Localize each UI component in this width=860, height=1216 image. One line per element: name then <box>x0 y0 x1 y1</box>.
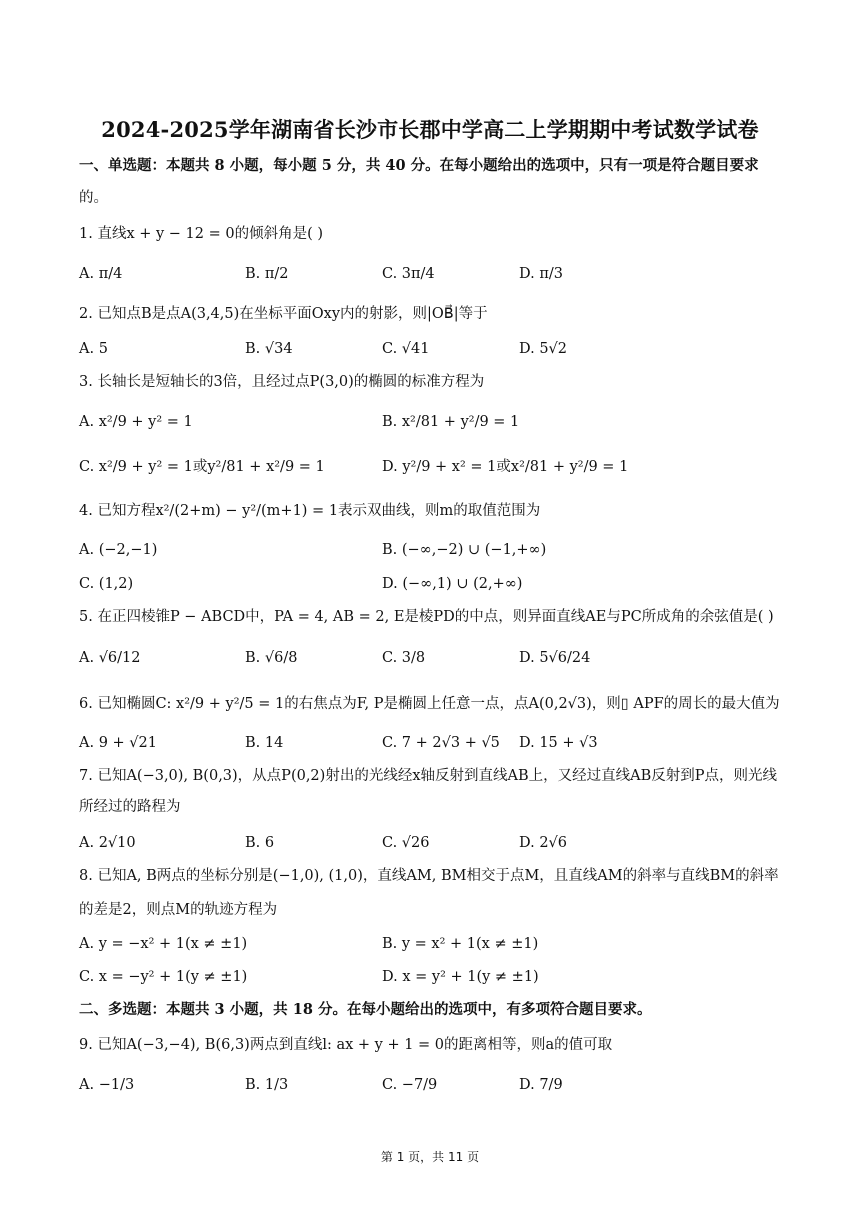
question-8-option-c: C. x = −y² + 1(y ≠ ±1) <box>79 969 248 985</box>
question-3-option-d: D. y²/9 + x² = 1或x²/81 + y²/9 = 1 <box>382 459 629 475</box>
section-heading-continuation: 的。 <box>79 190 108 206</box>
question-4-option-c: C. (1,2) <box>79 576 134 592</box>
question-4-stem: 4. 已知方程x²/(2+m) − y²/(m+1) = 1表示双曲线，则m的取值范围为 <box>79 503 541 519</box>
question-4-option-d: D. (−∞,1) ∪ (2,+∞) <box>382 576 523 592</box>
question-8-stem-continuation: 的差是2，则点M的轨迹方程为 <box>79 902 278 918</box>
question-3-stem: 3. 长轴长是短轴长的3倍，且经过点P(3,0)的椭圆的标准方程为 <box>79 374 485 390</box>
question-5-option-c: C. 3/8 <box>382 650 426 666</box>
question-3-option-b: B. x²/81 + y²/9 = 1 <box>382 414 520 430</box>
question-9-option-b: B. 1/3 <box>245 1077 289 1093</box>
question-7-stem: 7. 已知A(−3,0), B(0,3)，从点P(0,2)射出的光线经x轴反射到直线AB上，又经过直线AB反射到P点，则光线 <box>79 768 778 784</box>
question-2-stem: 2. 已知点B是点A(3,4,5)在坐标平面Oxy内的射影，则|OB⃗|等于 <box>79 306 488 322</box>
question-4-option-a: A. (−2,−1) <box>79 542 158 558</box>
question-8-option-b: B. y = x² + 1(x ≠ ±1) <box>382 936 539 952</box>
question-2-option-d: D. 5√2 <box>519 341 568 357</box>
question-3-option-a: A. x²/9 + y² = 1 <box>79 414 193 430</box>
question-8-stem: 8. 已知A, B两点的坐标分别是(−1,0), (1,0)，直线AM, BM相交于点M，且直线AM的斜率与直线BM的斜率 <box>79 868 779 884</box>
question-8-option-d: D. x = y² + 1(y ≠ ±1) <box>382 969 539 985</box>
section-heading-single-choice: 一、单选题：本题共 8 小题，每小题 5 分，共 40 分。在每小题给出的选项中，只有一项是符合题目要求 <box>79 157 759 174</box>
question-7-option-b: B. 6 <box>245 835 275 851</box>
question-5-option-b: B. √6/8 <box>245 650 298 666</box>
question-7-option-a: A. 2√10 <box>79 835 136 851</box>
question-1-option-c: C. 3π/4 <box>382 266 435 282</box>
page-footer: 第 1 页，共 11 页 <box>380 1150 480 1164</box>
question-6-stem: 6. 已知椭圆C: x²/9 + y²/5 = 1的右焦点为F, P是椭圆上任意一点，点A(0,2√3)，则▯ APF的周长的最大值为 <box>79 696 780 712</box>
question-2-option-b: B. √34 <box>245 341 293 357</box>
question-7-stem-continuation: 所经过的路程为 <box>79 799 181 815</box>
question-1-option-b: B. π/2 <box>245 266 289 282</box>
question-5-option-a: A. √6/12 <box>79 650 141 666</box>
question-7-option-c: C. √26 <box>382 835 430 851</box>
question-9-option-d: D. 7/9 <box>519 1077 563 1093</box>
section-heading-multiple-choice: 二、多选题：本题共 3 小题，共 18 分。在每小题给出的选项中，有多项符合题目要求。 <box>79 1001 652 1018</box>
question-1-option-a: A. π/4 <box>79 266 123 282</box>
question-6-option-a: A. 9 + √21 <box>79 735 157 751</box>
question-8-option-a: A. y = −x² + 1(x ≠ ±1) <box>79 936 248 952</box>
question-3-option-c: C. x²/9 + y² = 1或y²/81 + x²/9 = 1 <box>79 459 325 475</box>
question-6-option-b: B. 14 <box>245 735 284 751</box>
page-title: 2024-2025学年湖南省长沙市长郡中学高二上学期期中考试数学试卷 <box>101 117 759 142</box>
question-5-stem: 5. 在正四棱锥P − ABCD中，PA = 4, AB = 2, E是棱PD的中点，则异面直线AE与PC所成角的余弦值是( ) <box>79 609 774 625</box>
question-9-option-a: A. −1/3 <box>79 1077 135 1093</box>
question-5-option-d: D. 5√6/24 <box>519 650 591 666</box>
question-9-option-c: C. −7/9 <box>382 1077 438 1093</box>
question-2-option-a: A. 5 <box>79 341 108 357</box>
question-1-option-d: D. π/3 <box>519 266 563 282</box>
question-6-option-c: C. 7 + 2√3 + √5 <box>382 735 500 751</box>
question-7-option-d: D. 2√6 <box>519 835 568 851</box>
question-2-option-c: C. √41 <box>382 341 430 357</box>
question-4-option-b: B. (−∞,−2) ∪ (−1,+∞) <box>382 542 547 558</box>
question-9-stem: 9. 已知A(−3,−4), B(6,3)两点到直线l: ax + y + 1 = 0的距离相等，则a的值可取 <box>79 1037 613 1053</box>
question-6-option-d: D. 15 + √3 <box>519 735 598 751</box>
question-1-stem: 1. 直线x + y − 12 = 0的倾斜角是( ) <box>79 226 324 242</box>
